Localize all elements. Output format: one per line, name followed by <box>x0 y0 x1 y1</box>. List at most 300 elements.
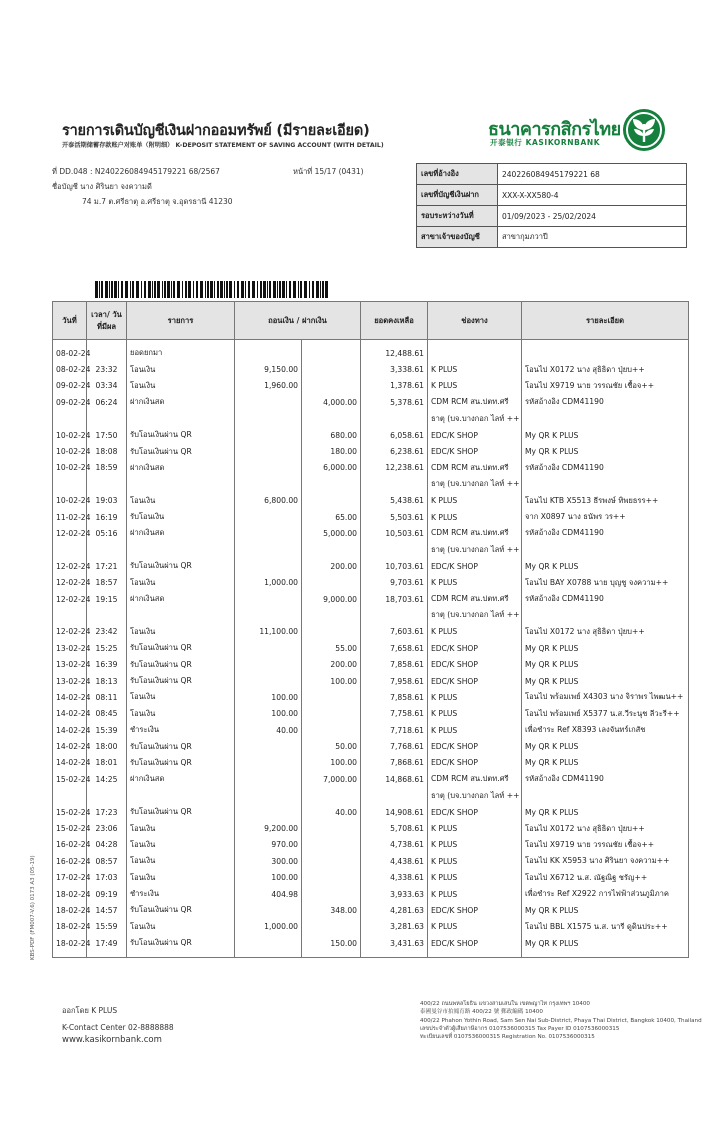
cell-channel: K PLUS <box>428 706 522 722</box>
cell-withdrawal <box>235 394 302 410</box>
info-row <box>417 185 687 206</box>
cell-withdrawal <box>235 755 302 771</box>
cell-balance: 4,338.61 <box>361 870 428 886</box>
cell-description <box>127 542 235 558</box>
cell-withdrawal: 300.00 <box>235 853 302 869</box>
cell-channel: K PLUS <box>428 361 522 377</box>
cell-channel: K PLUS <box>428 870 522 886</box>
cell-deposit: 5,000.00 <box>302 525 361 541</box>
cell-withdrawal <box>235 411 302 427</box>
cell-description: ฝากเงินสด <box>127 525 235 541</box>
cell-time: 18:08 <box>87 443 127 459</box>
cell-withdrawal <box>235 542 302 558</box>
cell-balance: 9,703.61 <box>361 574 428 590</box>
cell-balance <box>361 788 428 804</box>
cell-description <box>127 411 235 427</box>
cell-balance: 10,703.61 <box>361 558 428 574</box>
cell-channel: K PLUS <box>428 820 522 836</box>
cell-balance: 18,703.61 <box>361 591 428 607</box>
cell-time: 09:19 <box>87 886 127 902</box>
cell-withdrawal: 1,960.00 <box>235 378 302 394</box>
cell-deposit: 200.00 <box>302 558 361 574</box>
cell-channel: K PLUS <box>428 853 522 869</box>
cell-description: โอนเงิน <box>127 837 235 853</box>
cell-date: 14-02-24 <box>53 722 87 738</box>
cell-withdrawal <box>235 804 302 820</box>
cell-details: เพื่อชำระ Ref X8393 เลงจันทร์เกสัช <box>522 722 689 738</box>
cell-balance: 12,238.61 <box>361 460 428 476</box>
cell-details <box>522 542 689 558</box>
cell-time: 18:00 <box>87 738 127 754</box>
cell-withdrawal: 11,100.00 <box>235 624 302 640</box>
column-header-channel: ช่องทาง <box>428 302 522 340</box>
cell-deposit: 7,000.00 <box>302 771 361 787</box>
cell-time <box>87 788 127 804</box>
cell-withdrawal <box>235 738 302 754</box>
cell-deposit <box>302 722 361 738</box>
cell-date <box>53 788 87 804</box>
cell-balance: 4,438.61 <box>361 853 428 869</box>
cell-description: โอนเงิน <box>127 706 235 722</box>
table-row <box>53 902 689 918</box>
table-row <box>53 673 689 689</box>
cell-description: รับโอนเงินผ่าน QR <box>127 443 235 459</box>
info-label: เลขที่อ้างอิง <box>417 164 498 185</box>
cell-withdrawal <box>235 607 302 623</box>
table-row <box>53 361 689 377</box>
cell-description: ฝากเงินสด <box>127 591 235 607</box>
cell-withdrawal <box>235 558 302 574</box>
cell-channel: EDC/K SHOP <box>428 902 522 918</box>
cell-channel: EDC/K SHOP <box>428 558 522 574</box>
info-row <box>417 164 687 185</box>
cell-deposit: 4,000.00 <box>302 394 361 410</box>
cell-channel <box>428 340 522 362</box>
cell-channel: CDM RCM สน.ปตท.ศรี <box>428 771 522 787</box>
table-row <box>53 804 689 820</box>
cell-description: รับโอนเงินผ่าน QR <box>127 673 235 689</box>
cell-time: 23:42 <box>87 624 127 640</box>
cell-details: รหัสอ้างอิง CDM41190 <box>522 394 689 410</box>
cell-details <box>522 607 689 623</box>
column-header-time: เวลา/ วันที่มีผล <box>87 302 127 340</box>
cell-date: 09-02-24 <box>53 378 87 394</box>
cell-details: My QR K PLUS <box>522 427 689 443</box>
cell-time: 03:34 <box>87 378 127 394</box>
cell-channel: K PLUS <box>428 837 522 853</box>
cell-details: My QR K PLUS <box>522 673 689 689</box>
cell-deposit <box>302 607 361 623</box>
cell-balance: 14,908.61 <box>361 804 428 820</box>
address-line: ทะเบียนเลขที่ 0107536000315 Registration No. 0107536000315 <box>420 1034 595 1041</box>
cell-balance: 3,933.63 <box>361 886 428 902</box>
cell-description: รับโอนเงินผ่าน QR <box>127 755 235 771</box>
cell-date: 12-02-24 <box>53 624 87 640</box>
document-number: ที่ DD.048 : N240226084945179221 68/2567 <box>52 167 220 176</box>
table-row <box>53 771 689 787</box>
table-row <box>53 837 689 853</box>
cell-channel: K PLUS <box>428 624 522 640</box>
cell-balance: 3,281.63 <box>361 919 428 935</box>
cell-date: 12-02-24 <box>53 558 87 574</box>
cell-details: รหัสอ้างอิง CDM41190 <box>522 771 689 787</box>
info-value: XXX-X-XX580-4 <box>498 185 687 206</box>
cell-deposit: 100.00 <box>302 755 361 771</box>
account-address: 74 ม.7 ต.ศรีธาตุ อ.ศรีธาตุ จ.อุดรธานี 41230 <box>82 197 233 206</box>
cell-details: My QR K PLUS <box>522 804 689 820</box>
cell-date: 12-02-24 <box>53 525 87 541</box>
cell-details: โอนไป X6712 น.ส. ณัฐณิฐ ชรัญ++ <box>522 870 689 886</box>
contact-center: K-Contact Center 02-8888888 <box>62 1023 174 1032</box>
cell-channel: CDM RCM สน.ปตท.ศรี <box>428 394 522 410</box>
cell-description: รับโอนเงินผ่าน QR <box>127 738 235 754</box>
cell-withdrawal: 1,000.00 <box>235 574 302 590</box>
cell-channel: ธาตุ (บจ.บางกอก ไลท์ ++ <box>428 542 522 558</box>
table-row <box>53 820 689 836</box>
cell-description: ฝากเงินสด <box>127 771 235 787</box>
table-row <box>53 755 689 771</box>
cell-date <box>53 542 87 558</box>
cell-description: โอนเงิน <box>127 574 235 590</box>
cell-time: 17:03 <box>87 870 127 886</box>
cell-channel: CDM RCM สน.ปตท.ศรี <box>428 525 522 541</box>
table-row <box>53 574 689 590</box>
cell-date: 14-02-24 <box>53 738 87 754</box>
cell-details <box>522 788 689 804</box>
cell-channel: EDC/K SHOP <box>428 640 522 656</box>
column-header-amount: ถอนเงิน / ฝากเงิน <box>235 302 361 340</box>
cell-deposit: 65.00 <box>302 509 361 525</box>
cell-deposit: 6,000.00 <box>302 460 361 476</box>
cell-time: 18:01 <box>87 755 127 771</box>
cell-balance: 7,603.61 <box>361 624 428 640</box>
cell-balance: 3,431.63 <box>361 935 428 958</box>
cell-date: 18-02-24 <box>53 935 87 958</box>
cell-date: 18-02-24 <box>53 886 87 902</box>
issued-by: ออกโดย K PLUS <box>62 1006 118 1015</box>
cell-date: 14-02-24 <box>53 706 87 722</box>
cell-channel: K PLUS <box>428 509 522 525</box>
cell-details: โอนไป พร้อมเพย์ X5377 น.ส.วีระนุช ลีวะรี++ <box>522 706 689 722</box>
cell-date: 15-02-24 <box>53 804 87 820</box>
cell-withdrawal <box>235 902 302 918</box>
cell-details: My QR K PLUS <box>522 656 689 672</box>
cell-description: รับโอนเงินผ่าน QR <box>127 804 235 820</box>
cell-details: My QR K PLUS <box>522 558 689 574</box>
transaction-rows <box>53 340 689 958</box>
cell-details: โอนไป KTB X5513 ธีรพงษ์ ทิพยธรร++ <box>522 493 689 509</box>
cell-balance: 7,718.61 <box>361 722 428 738</box>
cell-deposit: 50.00 <box>302 738 361 754</box>
info-label: รอบระหว่างวันที่ <box>417 206 498 227</box>
cell-deposit: 9,000.00 <box>302 591 361 607</box>
cell-date: 10-02-24 <box>53 443 87 459</box>
cell-withdrawal <box>235 771 302 787</box>
table-row <box>53 493 689 509</box>
cell-balance: 7,868.61 <box>361 755 428 771</box>
cell-description <box>127 476 235 492</box>
statement-subtitle: 开泰活期储蓄存款账户对账单（附明细） K-DEPOSIT STATEMENT OF SAVING ACCOUNT (WITH DETAIL) <box>62 142 384 149</box>
cell-time: 15:39 <box>87 722 127 738</box>
cell-deposit <box>302 340 361 362</box>
cell-details: โอนไป X9719 นาย วรรณชัย เชื้อจ++ <box>522 378 689 394</box>
cell-deposit: 100.00 <box>302 673 361 689</box>
cell-date: 17-02-24 <box>53 870 87 886</box>
cell-deposit: 40.00 <box>302 804 361 820</box>
info-label: สาขาเจ้าของบัญชี <box>417 227 498 248</box>
table-row <box>53 509 689 525</box>
cell-deposit: 55.00 <box>302 640 361 656</box>
table-row <box>53 476 689 492</box>
cell-details: โอนไป X0172 นาง สุธิธิดา ปุ่ยบ++ <box>522 624 689 640</box>
cell-deposit <box>302 574 361 590</box>
cell-details: เพื่อชำระ Ref X2922 การไฟฟ้าส่วนภูมิภาค <box>522 886 689 902</box>
cell-date: 16-02-24 <box>53 837 87 853</box>
cell-details: รหัสอ้างอิง CDM41190 <box>522 525 689 541</box>
cell-description: รับโอนเงินผ่าน QR <box>127 902 235 918</box>
table-row <box>53 788 689 804</box>
cell-balance: 5,438.61 <box>361 493 428 509</box>
column-header-balance: ยอดคงเหลือ <box>361 302 428 340</box>
cell-channel: EDC/K SHOP <box>428 738 522 754</box>
cell-time <box>87 340 127 362</box>
cell-deposit <box>302 361 361 377</box>
cell-channel: K PLUS <box>428 919 522 935</box>
cell-balance: 5,378.61 <box>361 394 428 410</box>
cell-date: 18-02-24 <box>53 902 87 918</box>
info-row <box>417 206 687 227</box>
cell-description: โอนเงิน <box>127 378 235 394</box>
cell-details <box>522 411 689 427</box>
cell-deposit <box>302 542 361 558</box>
table-row <box>53 640 689 656</box>
cell-date: 10-02-24 <box>53 460 87 476</box>
cell-balance <box>361 542 428 558</box>
table-row <box>53 411 689 427</box>
cell-deposit <box>302 788 361 804</box>
cell-details: รหัสอ้างอิง CDM41190 <box>522 591 689 607</box>
cell-details: รหัสอ้างอิง CDM41190 <box>522 460 689 476</box>
table-header-row <box>53 302 689 340</box>
cell-withdrawal <box>235 640 302 656</box>
cell-date: 12-02-24 <box>53 574 87 590</box>
cell-details: โอนไป X0172 นาง สุธิธิดา ปุ่ยบ++ <box>522 361 689 377</box>
info-value: สาขากุมภวาปี <box>498 227 687 248</box>
cell-date: 15-02-24 <box>53 771 87 787</box>
cell-time: 08:57 <box>87 853 127 869</box>
cell-withdrawal <box>235 427 302 443</box>
cell-time <box>87 607 127 623</box>
table-row <box>53 378 689 394</box>
kasikornbank-logo-icon <box>622 108 666 152</box>
bank-address-block <box>420 1000 702 1041</box>
cell-time: 08:45 <box>87 706 127 722</box>
cell-date: 14-02-24 <box>53 755 87 771</box>
column-header-description: รายการ <box>127 302 235 340</box>
table-row <box>53 886 689 902</box>
address-line: 泰國曼谷市拍鳳育路 400/22 號 郵政編碼 10400 <box>420 1009 543 1016</box>
cell-channel: EDC/K SHOP <box>428 443 522 459</box>
cell-channel: EDC/K SHOP <box>428 656 522 672</box>
page-number: หน้าที่ 15/17 (0431) <box>293 167 364 176</box>
cell-withdrawal: 9,150.00 <box>235 361 302 377</box>
cell-date <box>53 411 87 427</box>
cell-withdrawal <box>235 525 302 541</box>
cell-description: โอนเงิน <box>127 853 235 869</box>
transaction-table <box>52 301 689 958</box>
cell-description <box>127 788 235 804</box>
table-row <box>53 919 689 935</box>
cell-description: รับโอนเงินผ่าน QR <box>127 640 235 656</box>
info-value: 01/09/2023 - 25/02/2024 <box>498 206 687 227</box>
table-row <box>53 935 689 958</box>
cell-channel: EDC/K SHOP <box>428 427 522 443</box>
cell-description: โอนเงิน <box>127 820 235 836</box>
cell-time <box>87 476 127 492</box>
cell-withdrawal <box>235 673 302 689</box>
cell-deposit <box>302 624 361 640</box>
cell-details: จาก X0897 นาง ธนัพร วร++ <box>522 509 689 525</box>
cell-time: 17:49 <box>87 935 127 958</box>
table-row <box>53 340 689 362</box>
cell-time: 15:25 <box>87 640 127 656</box>
table-row <box>53 706 689 722</box>
cell-time: 23:06 <box>87 820 127 836</box>
cell-time: 05:16 <box>87 525 127 541</box>
cell-details: โอนไป BBL X1575 น.ส. นารี ดูดินประ++ <box>522 919 689 935</box>
table-row <box>53 443 689 459</box>
cell-channel: EDC/K SHOP <box>428 935 522 958</box>
cell-description: โอนเงิน <box>127 689 235 705</box>
table-row <box>53 607 689 623</box>
cell-withdrawal: 40.00 <box>235 722 302 738</box>
cell-date: 13-02-24 <box>53 673 87 689</box>
cell-balance: 10,503.61 <box>361 525 428 541</box>
cell-description: รับโอนเงินผ่าน QR <box>127 935 235 958</box>
info-label: เลขที่บัญชีเงินฝาก <box>417 185 498 206</box>
cell-details: โอนไป KK X5953 นาง ศิรินยา จงความ++ <box>522 853 689 869</box>
bank-name: ธนาคารกสิกรไทย <box>488 119 621 140</box>
cell-description: รับโอนเงินผ่าน QR <box>127 656 235 672</box>
cell-description: โอนเงิน <box>127 493 235 509</box>
cell-description: โอนเงิน <box>127 361 235 377</box>
cell-balance: 6,058.61 <box>361 427 428 443</box>
cell-date: 14-02-24 <box>53 689 87 705</box>
column-header-details: รายละเอียด <box>522 302 689 340</box>
cell-date: 18-02-24 <box>53 919 87 935</box>
table-row <box>53 853 689 869</box>
cell-balance: 4,738.61 <box>361 837 428 853</box>
table-row <box>53 427 689 443</box>
cell-withdrawal <box>235 476 302 492</box>
cell-deposit <box>302 493 361 509</box>
cell-details <box>522 340 689 362</box>
cell-date: 13-02-24 <box>53 656 87 672</box>
cell-balance: 4,281.63 <box>361 902 428 918</box>
cell-withdrawal <box>235 443 302 459</box>
cell-deposit <box>302 411 361 427</box>
cell-description: ยอดยกมา <box>127 340 235 362</box>
cell-channel: K PLUS <box>428 574 522 590</box>
cell-withdrawal: 970.00 <box>235 837 302 853</box>
cell-withdrawal <box>235 935 302 958</box>
cell-balance: 7,958.61 <box>361 673 428 689</box>
cell-deposit <box>302 853 361 869</box>
cell-deposit: 348.00 <box>302 902 361 918</box>
cell-time: 23:32 <box>87 361 127 377</box>
cell-channel: ธาตุ (บจ.บางกอก ไลท์ ++ <box>428 476 522 492</box>
table-row <box>53 591 689 607</box>
cell-balance: 7,768.61 <box>361 738 428 754</box>
cell-time: 16:39 <box>87 656 127 672</box>
cell-balance: 6,238.61 <box>361 443 428 459</box>
cell-date <box>53 607 87 623</box>
cell-date: 12-02-24 <box>53 591 87 607</box>
cell-channel: K PLUS <box>428 689 522 705</box>
cell-withdrawal: 100.00 <box>235 689 302 705</box>
table-row <box>53 394 689 410</box>
cell-description: รับโอนเงินผ่าน QR <box>127 558 235 574</box>
cell-details: My QR K PLUS <box>522 738 689 754</box>
cell-description: โอนเงิน <box>127 919 235 935</box>
cell-channel: ธาตุ (บจ.บางกอก ไลท์ ++ <box>428 411 522 427</box>
cell-time: 17:50 <box>87 427 127 443</box>
cell-time: 19:03 <box>87 493 127 509</box>
cell-balance: 5,708.61 <box>361 820 428 836</box>
account-name: ชื่อบัญชี นาง ศิรินยา จงความดี <box>52 182 152 191</box>
cell-deposit: 680.00 <box>302 427 361 443</box>
form-code: KBS-PDF (FM007-V.6) 0173 A3 (05-19) <box>30 855 36 960</box>
cell-withdrawal: 404.98 <box>235 886 302 902</box>
cell-channel: EDC/K SHOP <box>428 804 522 820</box>
cell-time: 19:15 <box>87 591 127 607</box>
bank-name-english: 开泰银行 KASIKORNBANK <box>490 138 601 147</box>
table-row <box>53 624 689 640</box>
cell-balance <box>361 607 428 623</box>
cell-time: 04:28 <box>87 837 127 853</box>
cell-withdrawal <box>235 340 302 362</box>
account-info-box <box>416 163 687 248</box>
table-row <box>53 558 689 574</box>
cell-description: ชำระเงิน <box>127 886 235 902</box>
cell-description: รับโอนเงิน <box>127 509 235 525</box>
cell-balance: 12,488.61 <box>361 340 428 362</box>
cell-time: 06:24 <box>87 394 127 410</box>
cell-withdrawal: 9,200.00 <box>235 820 302 836</box>
cell-withdrawal: 100.00 <box>235 706 302 722</box>
table-row <box>53 542 689 558</box>
cell-deposit: 150.00 <box>302 935 361 958</box>
info-value: 240226084945179221 68 <box>498 164 687 185</box>
cell-time: 08:11 <box>87 689 127 705</box>
cell-time <box>87 411 127 427</box>
table-row <box>53 738 689 754</box>
cell-time <box>87 542 127 558</box>
cell-deposit: 180.00 <box>302 443 361 459</box>
bank-website-link[interactable]: www.kasikornbank.com <box>62 1035 162 1045</box>
cell-balance: 14,868.61 <box>361 771 428 787</box>
cell-time: 16:19 <box>87 509 127 525</box>
cell-details: โอนไป พร้อมเพย์ X4303 นาง จิราพร ไพฒน++ <box>522 689 689 705</box>
cell-withdrawal <box>235 656 302 672</box>
table-row <box>53 689 689 705</box>
cell-description: ฝากเงินสด <box>127 460 235 476</box>
cell-deposit <box>302 820 361 836</box>
cell-details: My QR K PLUS <box>522 935 689 958</box>
cell-date <box>53 476 87 492</box>
cell-deposit <box>302 837 361 853</box>
cell-withdrawal: 100.00 <box>235 870 302 886</box>
